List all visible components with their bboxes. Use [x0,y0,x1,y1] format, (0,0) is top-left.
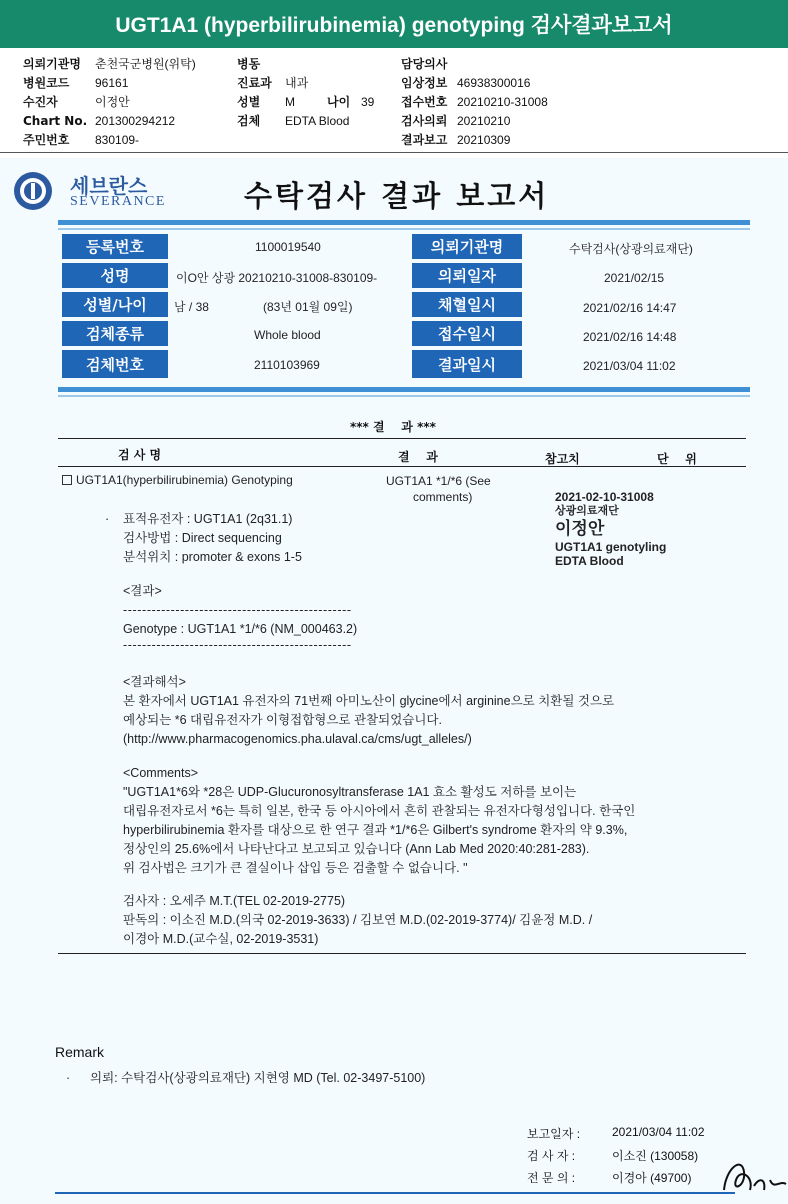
header-divider [0,152,788,153]
sign-label-specialist: 전 문 의 : [527,1171,576,1185]
hdr-label: 진료과 [237,76,272,90]
hdr-value: 춘천국군병원(위탁) [95,57,196,71]
hdr-value: 이정안 [95,95,130,109]
blue-divider-top [58,220,750,225]
hdr-label: 성별 [237,95,261,109]
test-name: UGT1A1(hyperbilirubinemia) Genotyping [76,473,293,487]
sign-label-report-date: 보고일자 : [527,1127,581,1141]
blue-divider-bottom-thin [58,395,750,397]
hdr-label: 의뢰기관명 [23,57,81,71]
genotype: Genotype : UGT1A1 *1/*6 (NM_000463.2) [123,622,358,636]
report-heading: 수탁검사 결과 보고서 [244,179,550,213]
comment-line-1: "UGT1A1*6와 *28은 UDP-Glucuronosyltransferase 1A1 효소 활성도 저하를 보이는 [123,785,577,799]
remark-title: Remark [55,1044,105,1060]
hdr-label: 임상정보 [401,76,448,90]
report-title: UGT1A1 (hyperbilirubinemia) genotyping 검사결과보고서 [115,14,673,37]
comment-line-3: hyperbilirubinemia 환자를 대상으로 한 연구 결과 *1/*6은 Gilbert's syndrome 환자의 약 9.3%, [123,823,628,837]
dash-line-1: ------------------------------------------------ [123,603,352,617]
sign-value-report-date: 2021/03/04 11:02 [612,1125,705,1139]
value-receipt-time: 2021/02/16 14:48 [583,330,677,344]
hdr-value: 830109- [95,133,140,147]
method-info: 검사방법 : Direct sequencing [123,531,282,545]
hdr-label: 수진자 [23,95,58,109]
col-unit: 단 위 [657,452,697,466]
comments-tag: <Comments> [123,766,199,780]
sign-value-tester: 이소진 (130058) [612,1149,699,1163]
value-birth: (83년 01월 09일) [263,300,353,314]
remark-text: 의뢰: 수탁검사(상광의료재단) 지현영 MD (Tel. 02-3497-5100) [90,1071,426,1085]
interp-line-3: (http://www.pharmacogenomics.pha.ulaval.ca/cms/ugt_alleles/) [123,732,472,746]
label-collection-time: 채혈일시 [412,292,522,317]
interp-line-2: 예상되는 *6 대립유전자가 이형접합형으로 관찰되었습니다. [123,713,442,727]
checkbox-icon [62,475,72,485]
label-reg-no: 등록번호 [62,234,168,259]
hdr-value: 내과 [285,76,309,90]
test-name-row [62,471,293,490]
remark-bullet: · [66,1071,71,1085]
hdr-value: M [285,95,295,109]
sign-value-specialist: 이경아 (49700) [612,1171,692,1185]
label-specimen-type: 검체종류 [62,321,168,346]
comment-line-2: 대립유전자로서 *6는 특히 일본, 한국 등 아시아에서 흔히 관찰되는 유전자다형성입니다. 한국인 [123,804,636,818]
result-value-line-1: UGT1A1 *1/*6 (See [386,474,491,488]
hdr-label: 병원코드 [23,76,70,90]
value-name: 이O안 상광 20210210-31008-830109- [176,271,378,285]
hdr-value: 96161 [95,76,129,90]
specimen-label-sticker [555,490,666,568]
hdr-label: 접수번호 [401,95,448,109]
bullet-mark: · [105,512,110,526]
logo-english: SEVERANCE [70,194,166,209]
hdr-label: 담당의사 [401,57,448,71]
hdr-label: 검체 [237,114,261,128]
age-label: 나이 [327,95,351,109]
blue-divider-top-thin [58,228,750,230]
comment-line-4: 정상인의 25.6%에서 나타난다고 보고되고 있습니다 (Ann Lab Med 2020:40:281-283). [123,842,590,856]
interp-tag: <결과해석> [123,675,186,689]
staff-line-3: 이경아 M.D.(교수실, 02-2019-3531) [123,932,319,946]
label-receipt-time: 접수일시 [412,321,522,346]
header-col-1 [23,55,196,150]
label-result-time: 결과일시 [412,350,522,378]
label-specimen-no: 검체번호 [62,350,168,378]
col-reference: 참고치 [545,452,580,466]
value-reg-no: 1100019540 [255,240,321,254]
region-info: 분석위치 : promoter & exons 1-5 [123,550,302,564]
result-value [386,473,491,505]
hdr-value: 201300294212 [95,114,176,128]
hdr-value: 20210309 [457,133,511,147]
staff-line-2: 판독의 : 이소진 M.D.(의국 02-2019-3633) / 김보연 M.D.(02-2019-3774)/ 김윤정 M.D. / [123,913,593,927]
label-sex-age: 성별/나이 [62,292,168,317]
age-value: 39 [361,95,375,109]
severance-logo-icon [12,170,62,212]
label-name: 성명 [62,263,168,288]
hdr-value: 20210210 [457,114,511,128]
hdr-label: 검사의뢰 [401,114,448,128]
sign-label-tester: 검 사 자 : [527,1149,576,1163]
label-request-date: 의뢰일자 [412,263,522,288]
table-top-rule [58,438,746,439]
value-collection-time: 2021/02/16 14:47 [583,301,677,315]
value-sex-age: 남 / 38 [174,300,209,314]
comment-line-5: 위 검사법은 크기가 큰 결실이나 삽입 등은 검출할 수 없습니다. " [123,861,468,875]
col-result: 결 과 [398,450,438,464]
hdr-label: 병동 [237,57,261,71]
sticker-line-2: 상광의료재단 [555,505,619,517]
sticker-line-1: 2021-02-10-31008 [555,490,654,504]
scanned-report [0,158,788,1204]
value-specimen-no: 2110103969 [254,358,320,372]
result-value-line-2: comments) [413,490,473,504]
result-heading: *** 결 과 *** [350,420,436,434]
blue-divider-bottom [58,387,750,392]
sticker-line-4: UGT1A1 genotyling [555,540,667,554]
header-col-3 [401,55,548,150]
hdr-value: 20210210-31008 [457,95,548,109]
hdr-value: 46938300016 [457,76,531,90]
hdr-label: Chart No. [23,114,88,128]
interp-line-1: 본 환자에서 UGT1A1 유전자의 71번째 아미노산이 glycine에서 arginine으로 치환될 것으로 [123,694,615,708]
label-institution: 의뢰기관명 [412,234,522,259]
value-specimen-type: Whole blood [254,328,321,342]
sticker-line-3: 이정안 [555,519,605,538]
dash-line-2: ------------------------------------------------ [123,638,352,652]
hdr-label: 결과보고 [401,133,448,147]
staff-line-1: 검사자 : 오세주 M.T.(TEL 02-2019-2775) [123,894,346,908]
sticker-line-5: EDTA Blood [555,554,624,568]
footer-blue-rule [55,1192,735,1194]
result-tag: <결과> [123,584,162,598]
hdr-label: 주민번호 [23,133,70,147]
col-test-name: 검 사 명 [118,448,162,462]
logo-korean: 세브란스 [70,174,148,198]
table-header-rule [58,466,746,467]
value-result-time: 2021/03/04 11:02 [583,359,676,373]
hdr-value: EDTA Blood [285,114,350,128]
report-title-bar [0,0,788,48]
value-institution: 수탁검사(상광의료재단) [569,242,693,256]
value-request-date: 2021/02/15 [604,271,665,285]
header-col-2 [237,55,374,131]
gene-info: 표적유전자 : UGT1A1 (2q31.1) [123,512,293,526]
table-bottom-rule [58,953,746,954]
